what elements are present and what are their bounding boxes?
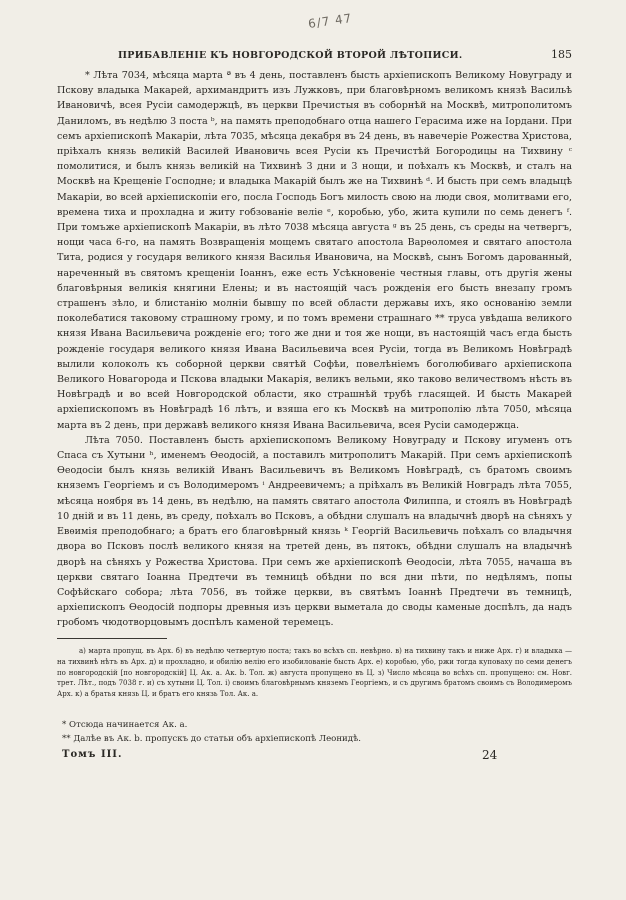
body-paragraph: Лѣта 7050. Поставленъ бысть архіепископомъ Великому Новуграду и Пскову игуменъ отъ Спаса съ Хутыни ʰ, именемъ Ѳеодосій, а поставилъ митрополитъ Макарій. При семъ архіепископѣ Ѳеодосіи былъ князь великій Иванъ Васильевичъ въ Великомъ Новѣградѣ, съ братомъ своимъ княземъ Георгіемъ и съ Володимеромъ ⁱ Андреевичемъ; а пріѣхалъ въ Великій Новградъ лѣта 7055, мѣсяца ноября въ 14 день, въ недѣлю, на память святаго апостола Филиппа, и стоялъ въ Новѣградѣ 10 дній и въ 11 день, въ среду, поѣхалъ во Псковъ, а обѣдни слушалъ на владычнѣ дворѣ на сѣняхъ у Евѳимія преподобнаго; а братъ его благовѣрный князь ᵏ Георгій Васильевичь поѣхалъ со владычня двора во Псковъ послѣ великого князя на третей день, въ пятокъ, обѣдни слушалъ на владычнѣ дворѣ на сѣняхъ у Рожества Христова. При семъ же архіепископѣ Ѳеодосіи, лѣта 7055, начаша въ церкви святаго Іоанна Предтечи въ темницѣ обѣдни по вся дни пѣти, по недѣлямъ, попы Софѣйскаго собора; лѣта 7056, въ тойже церкви, въ святѣмъ Іоаннѣ Предтечи въ темницѣ, архіепископъ Ѳеодосій подпоры древныя изъ церкви выметала до своды каменые доспѣлъ, да надъ гробомъ чюдотворцовымъ доспѣлъ каменой теремецъ. <box>57 434 572 629</box>
handwritten-mark: 6/7 47 <box>307 10 354 32</box>
asterisk-notes <box>62 718 562 746</box>
asterisk-note: ** Далѣе въ Ак. b. пропускъ до статьи объ архіепископѣ Леонидѣ. <box>62 734 361 744</box>
body-paragraph: * Лѣта 7034, мѣсяца марта ª въ 4 день, поставленъ бысть архіепископъ Великому Новуграду и Пскову владыка Макарей, архимандритъ изъ Лужковъ, при благовѣрномъ великомъ князѣ Васильѣ Ивановичѣ, всея Русіи самодержцѣ, въ церкви Пречистыя въ соборнѣй на Москвѣ, митрополитомъ Даниломъ, въ недѣлю 3 поста ᵇ, на память преподобнаго отца нашего Герасима иже на Іордани. При семъ архіепископѣ Макаріи, лѣта 7035, мѣсяца декабря въ 24 день, въ навечеріе Рожества Христова, пріѣхалъ князь великій Василей Ивановичь всея Русіи къ Пречистѣй Богородицы на Тихвину ᶜ помолитися, и былъ князь великій на Тихвинѣ 3 дни и 3 нощи, и поѣхалъ къ Москвѣ, и сталъ на Москвѣ на Крещеніе Господне; и владыка Макарій былъ же на Тихвинѣ ᵈ. И бысть при семъ владыцѣ Макаріи, во всей архіепископіи его, посла Господь Богъ милость свою на люди своя, молитвами его, времена тиха и прохладна и житу гобзованіе веліе ᵉ, коробью, убо, жита купили по семь денегъ ᶠ. При томъже архіепископѣ Макаріи, въ лѣто 7038 мѣсяца августа ᵍ въ 25 день, съ среды на четвергъ, нощи часа 6-го, на память Возвращенія мощемъ святаго апостола Варѳоломея и святаго апостола Тита, родися у государя великого князя Василья Ивановича, на Москвѣ, сынъ Богомъ дарованный, нареченный въ святомъ крещеніи Іоаннъ, еже есть Усѣкновеніе честныя главы, отъ другія жены благовѣрныя великія княгини Елены; и въ настоящій часъ рожденія его бысть внезапу громъ страшенъ зѣло, и блистанію молніи бывшу по всей области державы ихъ, яко основанію земли поколебатися таковому страшному грому, и по томъ времени страшнаго ** труса увѣдаша великого князя Ивана Васильевича рожденіе его; того же дни и тоя же нощи, въ настоящій часъ егда бысть рожденіе государя великого князя Ивана Васильевича всея Русіи, тогда въ Великомъ Новѣградѣ вылили колоколъ къ соборной церкви святѣй Софѣи, повелѣніемъ боголюбиваго архіепископа Великого Новагорода и Пскова владыки Макарія, великъ вельми, яко таково величествомъ нѣсть въ Новѣградѣ и во всей Новгородской области, яко страшнѣй трубѣ гласящей. И бысть Макарей архіепископомъ въ Новѣградѣ 16 лѣтъ, и взяша его къ Москвѣ на митрополію лѣта 7050, мѣсяца марта въ 2 день, при державѣ великого князя Ивана Васильевича, всея Русіи самодержца. <box>57 70 572 431</box>
footnote-divider <box>57 638 167 639</box>
page-number: 185 <box>551 48 572 61</box>
running-title: ПРИБАВЛЕНІЕ КЪ НОВГОРОДСКОЙ ВТОРОЙ ЛѢТОПИСИ. <box>118 50 463 61</box>
main-text <box>57 68 572 631</box>
volume-label: Томъ III. <box>62 749 123 760</box>
asterisk-note: * Отсюда начинается Ак. а. <box>62 720 188 730</box>
footnote-block: а) марта пропущ. въ Арх. б) въ недѣлю четвертую поста; такъ во всѣхъ сп. невѣрно. в) на тихвину такъ и ниже Арх. г) и владыка — на тихвинѣ нѣтъ въ Арх. д) и прохладно, и обилію велію его изобилованіе бысть Арх. е) коробью, убо, ржи тогда куповаху по семи денегъ по новгородскій [по новгородскій] Ц. Ак. а. Ак. b. Тол. ж) августа пропущено въ Ц. з) Число мѣсяца во всѣхъ сп. пропущено: см. Новг. трет. Лѣт., подъ 7038 г. и) съ хутыни Ц. Тол. і) своимъ благовѣрнымъ княземъ Георгіемъ, и съ другимъ братомъ своимъ съ Володимеромъ Арх. к) а братья князь Ц. и братъ его князь Тол. Ак. а. <box>57 647 572 699</box>
footnotes <box>57 646 572 700</box>
signature-number: 24 <box>482 748 498 762</box>
running-header <box>118 50 572 66</box>
